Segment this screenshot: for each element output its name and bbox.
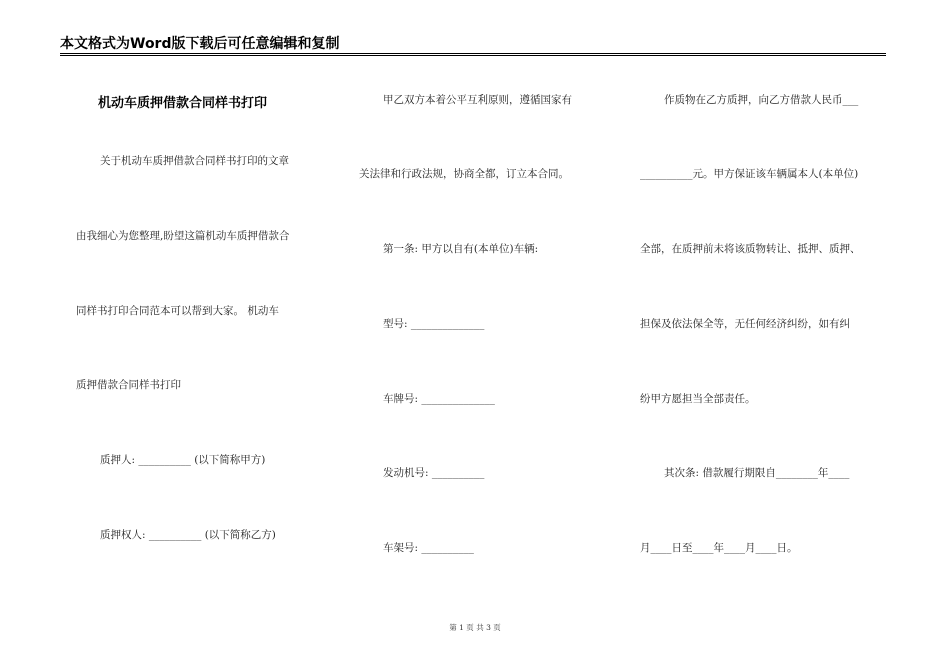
header-rule-thin [60,55,886,56]
col2-line-6: 发动机号: __________ [383,467,485,479]
col1-line-6: 质押权人: __________ (以下简称乙方) [100,529,276,541]
col3-line-2: __________元。甲方保证该车辆属本人(本单位) [640,168,859,180]
col2-line-7: 车架号: __________ [383,542,474,554]
col3-line-4: 担保及依法保全等，无任何经济纠纷，如有纠 [640,318,850,330]
header-rule-thick [60,53,886,54]
col1-line-3: 同样书打印合同范本可以帮到大家。 机动车 [76,305,279,317]
col3-line-6: 其次条: 借款履行期限自________年____ [664,467,850,479]
col3-line-5: 纷甲方愿担当全部责任。 [640,393,756,405]
col1-line-4: 质押借款合同样书打印 [76,379,181,391]
document-title: 机动车质押借款合同样书打印 [98,96,268,111]
col3-line-7: 月____日至____年____月____日。 [640,542,798,554]
document-header: 本文格式为Word版下载后可任意编辑和复制 [60,36,340,52]
col3-line-1: 作质物在乙方质押，向乙方借款人民币___ [664,94,859,106]
page-number: 第 1 页 共 3 页 [449,623,501,632]
col2-line-1: 甲乙双方本着公平互利原则，遵循国家有 [383,94,572,106]
col1-line-5: 质押人: __________ (以下简称甲方) [100,454,266,466]
col2-line-3: 第一条: 甲方以自有(本单位)车辆: [383,243,539,255]
col2-line-4: 型号: ______________ [383,318,485,330]
col1-line-2: 由我细心为您整理,盼望这篇机动车质押借款合 [76,230,290,242]
col3-line-3: 全部，在质押前未将该质物转让、抵押、质押、 [640,243,861,255]
col2-line-5: 车牌号: ______________ [383,393,495,405]
col2-line-2: 关法律和行政法规，协商全都，订立本合同。 [359,168,569,180]
col1-line-1: 关于机动车质押借款合同样书打印的文章 [100,155,289,167]
